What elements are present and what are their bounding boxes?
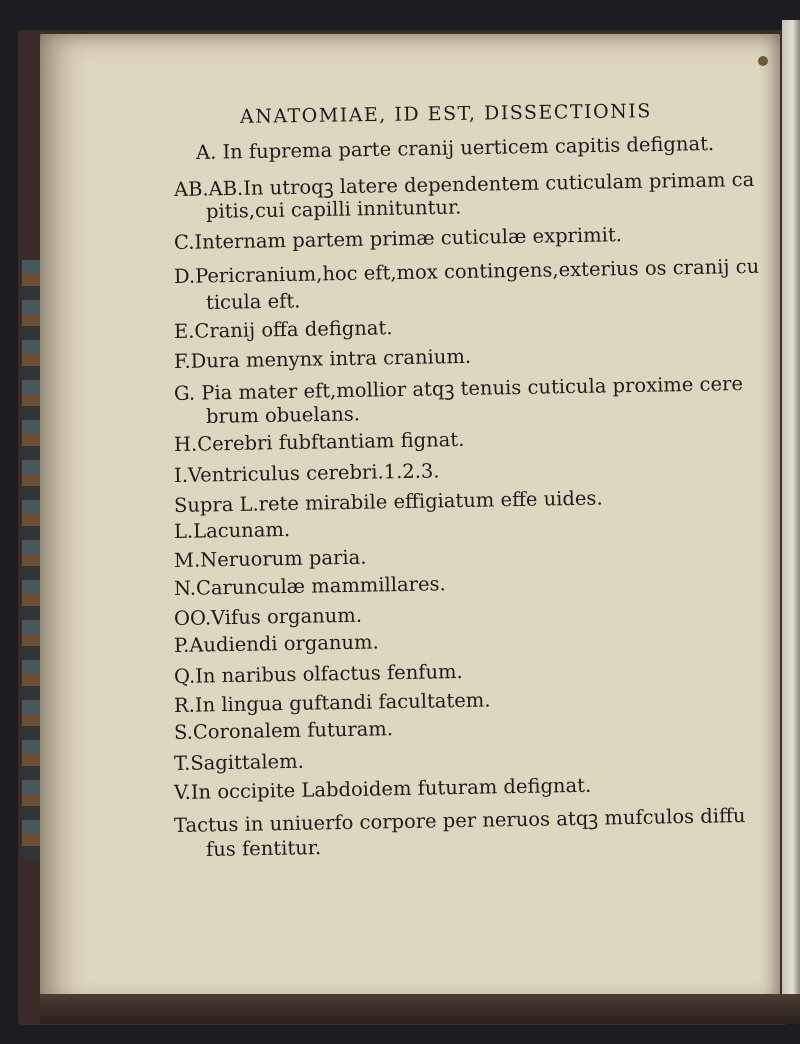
text-line: T.Sagittalem. xyxy=(173,749,304,775)
text-line: E.Cranij offa defignat. xyxy=(173,316,393,343)
text-line: pitis,cui capilli innituntur. xyxy=(205,195,462,223)
text-line: C.Internam partem primæ cuticulæ exprimit. xyxy=(173,223,623,254)
text-line: G. Pia mater eft,mollior atqꝫ tenuis cuticula proxime cere xyxy=(173,372,744,405)
text-line: N.Carunculæ mammillares. xyxy=(173,572,446,600)
text-line: R.In lingua guftandi facultatem. xyxy=(173,688,491,717)
text-line: V.In occipite Labdoidem futuram defignat. xyxy=(173,773,592,804)
text-line: A. In fuprema parte cranij uerticem capitis defignat. xyxy=(195,131,715,164)
text-line: fus fentitur. xyxy=(205,835,322,861)
text-line: H.Cerebri fubftantiam fignat. xyxy=(173,427,465,456)
text-line: OO.Vifus organum. xyxy=(173,603,363,630)
text-line: Q.In naribus olfactus fenfum. xyxy=(173,659,463,688)
text-line: I.Ventriculus cerebri.1.2.3. xyxy=(173,459,440,487)
text-line: P.Audiendi organum. xyxy=(173,630,379,657)
text-line: Supra L.rete mirabile effigiatum effe uides. xyxy=(173,486,603,517)
text-line: S.Coronalem futuram. xyxy=(173,717,394,744)
text-line: M.Neruorum paria. xyxy=(173,545,367,572)
running-head: ANATOMIAE, ID EST, DISSECTIONIS xyxy=(239,100,652,128)
text-line: L.Lacunam. xyxy=(173,517,291,543)
text-line: D.Pericranium,hoc eft,mox contingens,exterius os cranij cu xyxy=(173,254,760,288)
text-line: Tactus in uniuerfo corpore per neruos atqꝫ mufculos diffu xyxy=(173,804,746,837)
text-line: F.Dura menynx intra cranium. xyxy=(173,344,472,373)
text-line: AB.AB.In utroqꝫ latere dependentem cuticulam primam ca xyxy=(173,167,755,201)
text-line: brum obuelans. xyxy=(205,402,361,428)
text-line: ticula eft. xyxy=(205,289,301,314)
